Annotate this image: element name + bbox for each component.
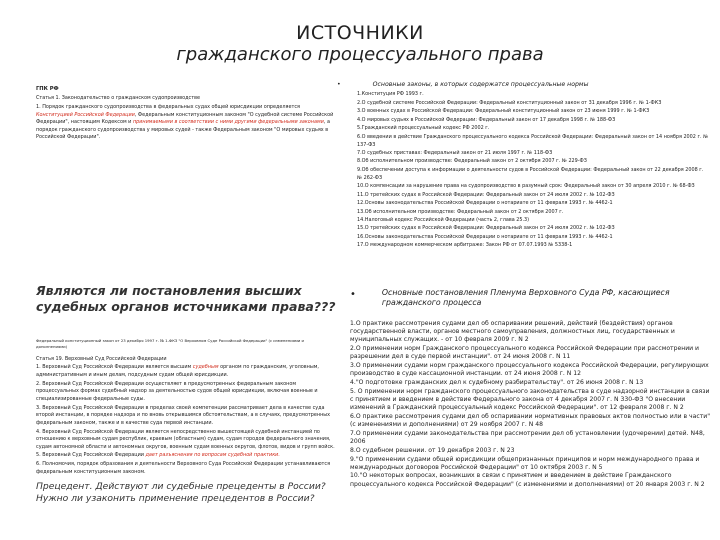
- list-item: 3.О военных судах в Российской Федерации: Федеральный конституционный закон от 23 июня 1999 г. № 1-ФКЗ: [357, 108, 650, 115]
- gpk-highlight-constitution: Конституцией Российской Федерации: [36, 111, 135, 118]
- gpk-article-block: [36, 86, 336, 143]
- gpk-article-title: Статья 1. Законодательство о гражданском судопроизводстве: [36, 95, 200, 102]
- p5-text-before: 5. Верховный Суд Российской Федерации: [36, 452, 144, 459]
- list-item: 17.О международном коммерческом арбитраже: Закон РФ от 07.07.1993 № 5338-1: [357, 242, 573, 249]
- bullet-icon: •: [350, 289, 356, 300]
- list-item: 15.О третейских судах в Российской Федерации: Федеральный закон от 24 июля 2002 г. № 102-ФЗ: [357, 225, 615, 232]
- bullet-icon: •: [337, 81, 341, 88]
- list-item: 14.Налоговый кодекс Российской Федерации (часть 2, глава 25.3): [357, 216, 530, 223]
- p5-highlight: дает разъяснения по вопросам судебной практики.: [145, 452, 280, 459]
- gpk-text-before: 1. Порядок гражданского судопроизводства в федеральных судах общей юрисдикции определяется: [36, 104, 300, 111]
- gpk-highlight-federal-laws: принимаемыми в соответствии с ними другими федеральными законами: [132, 119, 324, 126]
- page-title: ИСТОЧНИКИ: [296, 22, 424, 44]
- list-item: 10.О компенсации за нарушение права на судопроизводство в разумный срок: Федеральный закон от 30 апреля 2010 г. № 68-ФЗ: [357, 183, 695, 190]
- list-item: 8.Об исполнительном производстве: Федеральный закон от 2 октября 2007 г. № 229-ФЗ: [357, 158, 587, 165]
- list-item: 6.О практике рассмотрения судами дел об оспаривании нормативных правовых актов полностью или в части" (с изменениями и дополнениями) от 29 ноября 2007 г. N 48: [350, 412, 711, 429]
- list-item: 5.Гражданский процессуальный кодекс РФ 2002 г.: [357, 125, 490, 132]
- article-19-p4: 4. Верховный Суд Российской Федерации является непосредственно вышестоящей судебной инстанцией по отношению к верховным судам республик, краевым (областным) судам, судам городов федерального значения, судам автономной области и автономных округов, военным судам военных округов, флотов, видов и групп войск.: [36, 428, 335, 450]
- article-19-p2: 2. Верховный Суд Российской Федерации осуществляет в предусмотренных федеральным законом процессуальных формах судебный надзор за деятельностью судов общей юрисдикции, включая военные и специализированные федеральные суды.: [36, 380, 318, 402]
- list-item: 8.О судебном решении. от 19 декабря 2003 г. N 23: [350, 446, 515, 454]
- list-item: 7.О судебных приставах: Федеральный закон от 21 июля 1997 г. № 118-ФЗ: [357, 149, 553, 156]
- list-item: 1.Конституция РФ 1993 г.: [357, 91, 424, 98]
- p1-text-after: органом по гражданским, уголовным, административным и иным делам, подсудным судам общей юрисдикции.: [36, 364, 319, 378]
- plenum-list: [350, 320, 712, 489]
- gpk-article-text: [36, 104, 336, 141]
- list-item: 6.О введении в действие Гражданского процессуального кодекса Российской Федерации: Федеральный закон от 14 ноября 2002 г. № 137-ФЗ: [357, 133, 709, 148]
- list-item: 13.Об исполнительном производстве: Федеральный закон от 2 октября 2007 г.: [357, 208, 564, 215]
- gpk-heading: ГПК РФ: [36, 86, 59, 92]
- precedent-question-heading: Являются ли постановления высших судебных органов источниками права???: [36, 283, 336, 315]
- list-item: 9."О применении судами общей юрисдикции общепризнанных принципов и норм международного права и международных договоров Российской Федерации" от 10 октября 2003 г. N 5: [350, 455, 700, 471]
- list-item: 3.О применении судами норм гражданского процессуального кодекса Российской Федерации, регулирующих производство в суде кассационной инстанции. от 24 июня 2008 г. N 12: [350, 362, 709, 378]
- list-item: 12.Основы законодательства Российской Федерации о нотариате от 11 февраля 1993 г. № 4462-1: [357, 200, 613, 207]
- list-item: 2.О судебной системе Российской Федерации: Федеральный конституционный закон от 31 декабря 1996 г. № 1-ФКЗ: [357, 99, 662, 106]
- list-item: 11.О третейских судах в Российской Федерации: Федеральный закон от 24 июля 2002 г. № 102-ФЗ: [357, 191, 615, 198]
- main-laws-lead-text: Основные законы, в которых содержатся процессуальные нормы: [372, 81, 589, 88]
- main-laws-lead: [337, 80, 709, 89]
- plenum-lead: [350, 288, 710, 308]
- article-19-p6: 6. Полномочия, порядок образования и деятельности Верховного Суда Российской Федерации устанавливаются федеральным конституционным законом.: [36, 461, 331, 475]
- plenum-lead-text: Основные постановления Пленума Верховного Суда РФ, касающиеся гражданского процесса: [381, 288, 670, 308]
- list-item: 1.О практике рассмотрения судами дел об оспаривании решений, действий (бездействия) органов государственной власти, органов местного самоуправления, должностных лиц, государственных и муниципальных служащих. - от 10 февраля 2009 г. N 2: [350, 320, 675, 344]
- list-item: 4."О подготовке гражданских дел к судебному разбирательству". от 26 июня 2008 г. N 13: [350, 379, 644, 387]
- p1-text-before: 1. Верховный Суд Российской Федерации является высшим: [36, 364, 192, 371]
- fkz-note: Федеральный конституционный закон от 23 декабря 1997 г. № 1-ФКЗ "О Верховном Суде Российской Федерации" (с изменениями и дополнениями): [36, 338, 304, 349]
- list-item: 7.О применении судами законодательства при рассмотрении дел об установлении (удочерении) детей. N48, 2006: [350, 429, 705, 446]
- list-item: 16.Основы законодательства Российской Федерации о нотариате от 11 февраля 1993 г. № 4462-1: [357, 233, 613, 240]
- list-item: 2.О применении норм Гражданского процессуального кодекса Российской Федерации при рассмотрении и разрешении дел в суде первой инстанции". от 24 июня 2008 г. N 11: [350, 345, 700, 361]
- list-item: 5. О применении норм гражданского процессуального законодательства в суде надзорной инстанции в связи с принятием и введением в действие Федерального закона от 4 декабря 2007 г. N 330-ФЗ "О внесении изменений в Гражданский процессуальный кодекс Российской Федерации". от 12 февраля 2008 г. N 2: [350, 387, 710, 412]
- gpk-text-middle: , Федеральным конституционным законом "О судебной системе Российской Федерации", настоящим Кодексом и: [36, 111, 334, 126]
- article-19-title: Статья 19. Верховный Суд Российской Федерации: [36, 355, 167, 362]
- supreme-court-article-block: [36, 338, 336, 478]
- list-item: 10."О некоторых вопросах, возникших в связи с принятием и введением в действие Гражданского процессуального кодекса Российской Федерации" (с изменениями и дополнениями) от 20 января 2003 г. N 2: [350, 472, 705, 488]
- list-item: 9.Об обеспечении доступа к информации о деятельности судов в Российской Федерации: Федеральный закон от 22 декабря 2008 г. № 262-ФЗ: [357, 166, 704, 181]
- main-laws-list: [337, 91, 709, 250]
- precedent-question: Прецедент. Действуют ли судебные прецеденты в России? Нужно ли узаконить применение прецедентов в России?: [36, 481, 326, 505]
- gpk-text-after: , а порядок гражданского судопроизводства у мировых судей - также Федеральным законом "О мировых судьях в Российской Федерации".: [36, 119, 330, 141]
- page-subtitle: гражданского процессуального права: [176, 44, 544, 65]
- article-19-p5: [36, 452, 336, 459]
- article-19-p3: 3. Верховный Суд Российской Федерации в пределах своей компетенции рассматривает дела в качестве суда второй инстанции, в порядке надзора и по вновь открывшимся обстоятельствам, а в случаях, предусмотренных федеральным законом, также и в качестве суда первой инстанции.: [36, 404, 331, 426]
- main-laws-block: [337, 80, 709, 251]
- article-19-p1: [36, 364, 336, 379]
- p1-highlight: судебным: [192, 364, 219, 371]
- list-item: 4.О мировых судьях в Российской Федерации: Федеральный закон от 17 декабря 1998 г. № 188-ФЗ: [357, 116, 616, 123]
